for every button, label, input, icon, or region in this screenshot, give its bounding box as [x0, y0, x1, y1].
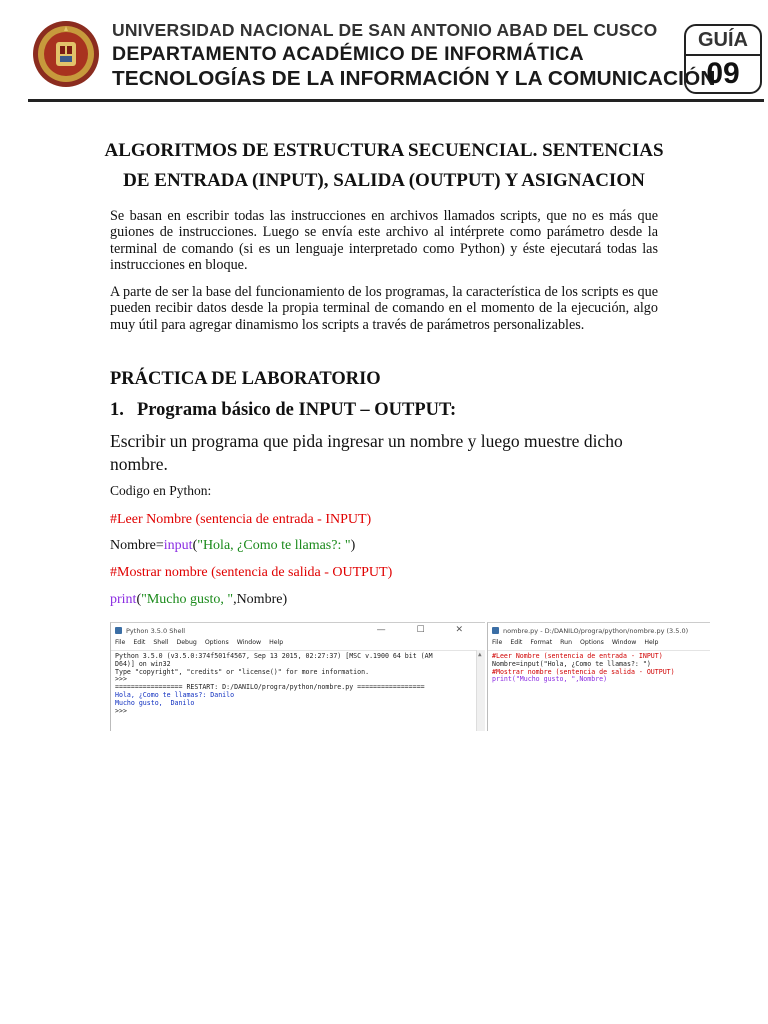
editor-menubar: [488, 639, 710, 651]
menu-run: Run: [560, 639, 573, 646]
code-comment-input: #Leer Nombre (sentencia de entrada - INPUT): [110, 512, 372, 527]
code-comment-output: #Mostrar nombre (sentencia de salida - OUTPUT): [110, 565, 393, 580]
document-header: [28, 16, 764, 104]
guide-number-box: [684, 24, 762, 94]
editor-line: #Mostrar nombre (sentencia de salida - OUTPUT): [492, 667, 675, 676]
shell-line: Type "copyright", "credits" or "license()" for more information.: [115, 667, 370, 676]
university-name: UNIVERSIDAD NACIONAL DE SAN ANTONIO ABAD DEL CUSCO: [112, 20, 658, 40]
exercise-heading: [110, 400, 456, 421]
shell-title: Python 3.5.0 Shell: [126, 627, 186, 635]
menu-help: Help: [644, 639, 659, 646]
shell-menubar: [111, 639, 485, 651]
editor-line: print("Mucho gusto, ",Nombre): [492, 675, 608, 684]
shell-titlebar: [111, 623, 485, 639]
menu-file: File: [492, 639, 503, 646]
code-input-string: "Hola, ¿Como te llamas?: ": [197, 538, 351, 553]
shell-prompt: >>>: [115, 675, 131, 684]
shell-output: [111, 651, 485, 717]
editor-code: [488, 651, 710, 686]
menu-format: Format: [530, 639, 553, 646]
header-rule: [28, 99, 764, 102]
title-line-2: DE ENTRADA (INPUT), SALIDA (OUTPUT) Y ASIGNACION: [123, 170, 645, 191]
code-variable: Nombre=: [110, 538, 164, 553]
shell-line: D64)] on win32: [115, 659, 171, 668]
second-paragraph: A parte de ser la base del funcionamiento de los programas, la característica de los scripts es que pueden recibir datos desde la propia terminal de comando en el momento de la ejecución, algo muy útil para agregar dinamismo los scripts a través de parámetros personalizables.: [110, 284, 658, 333]
department-name: DEPARTAMENTO ACADÉMICO DE INFORMÁTICA: [112, 43, 584, 65]
code-print-open-paren: (: [136, 592, 142, 607]
shell-program-output: Mucho gusto, Danilo: [115, 698, 195, 707]
menu-options: Options: [580, 639, 604, 646]
header-titles: [112, 18, 716, 92]
menu-edit: Edit: [133, 639, 146, 646]
code-open-paren: (: [192, 538, 198, 553]
idle-screenshots: [110, 622, 710, 730]
code-print-rest: ,Nombre): [233, 592, 288, 607]
code-input-function: input: [163, 538, 193, 553]
title-line-1: ALGORITMOS DE ESTRUCTURA SECUENCIAL. SENTENCIAS: [104, 140, 664, 161]
menu-edit: Edit: [510, 639, 523, 646]
guide-number: 09: [706, 57, 740, 90]
guide-label: GUÍA: [698, 29, 748, 51]
code-input-line: [110, 538, 355, 554]
editor-titlebar: [488, 623, 710, 639]
exercise-description: Escribir un programa que pida ingresar un nombre y luego muestre dicho nombre.: [110, 431, 623, 474]
code-label: Codigo en Python:: [110, 483, 212, 498]
code-print-string: "Mucho gusto, ": [141, 592, 234, 607]
shell-program-prompt: Hola, ¿Como te llamas?: Danilo: [115, 690, 235, 699]
exercise-title: Programa básico de INPUT – OUTPUT:: [137, 400, 457, 420]
menu-file: File: [115, 639, 126, 646]
python-file-icon: [492, 627, 499, 634]
editor-window: [487, 622, 710, 731]
shell-restart-line: ================= RESTART: D:/DANILO/progra/python/nombre.py =================: [115, 683, 425, 692]
scroll-up-icon: ▲: [478, 651, 482, 658]
intro-paragraph: Se basan en escribir todas las instrucciones en archivos llamados scripts, que no es más que guiones de instrucciones. Luego se envía este archivo al intérprete como parámetro desde la terminal de comando (si es un lenguaje interpretado como Python) y éste ejecutará todas las instrucciones en bloque.: [110, 208, 658, 274]
section-heading: PRÁCTICA DE LABORATORIO: [110, 369, 381, 389]
python-shell-window: [110, 622, 485, 731]
shell-line: Python 3.5.0 (v3.5.0:374f501f4567, Sep 13 2015, 02:27:37) [MSC v.1900 64 bit (AM: [115, 652, 433, 660]
menu-help: Help: [269, 639, 284, 646]
exercise-number: 1.: [110, 400, 124, 420]
university-seal-icon: [32, 20, 100, 88]
document-title: [100, 136, 668, 196]
code-print-function: print: [110, 592, 137, 607]
code-close-paren: ): [350, 538, 356, 553]
editor-title: nombre.py - D:/DANILO/progra/python/nombre.py (3.5.0): [503, 627, 689, 635]
menu-options: Options: [204, 639, 229, 646]
menu-debug: Debug: [176, 639, 197, 646]
editor-line: Nombre=input("Hola, ¿Como te llamas?: "): [492, 659, 651, 668]
shell-prompt: >>>: [115, 706, 131, 715]
menu-window: Window: [611, 639, 637, 646]
course-name: TECNOLOGÍAS DE LA INFORMACIÓN Y LA COMUNICACIÓN: [112, 68, 716, 90]
menu-window: Window: [236, 639, 262, 646]
editor-line: #Leer Nombre (sentencia de entrada - INPUT): [492, 652, 663, 660]
code-print-line: [110, 592, 287, 608]
menu-shell: Shell: [153, 639, 169, 646]
python-icon: [115, 627, 122, 634]
window-controls: — ☐ ✕: [376, 625, 477, 635]
shell-scrollbar: [476, 650, 485, 731]
